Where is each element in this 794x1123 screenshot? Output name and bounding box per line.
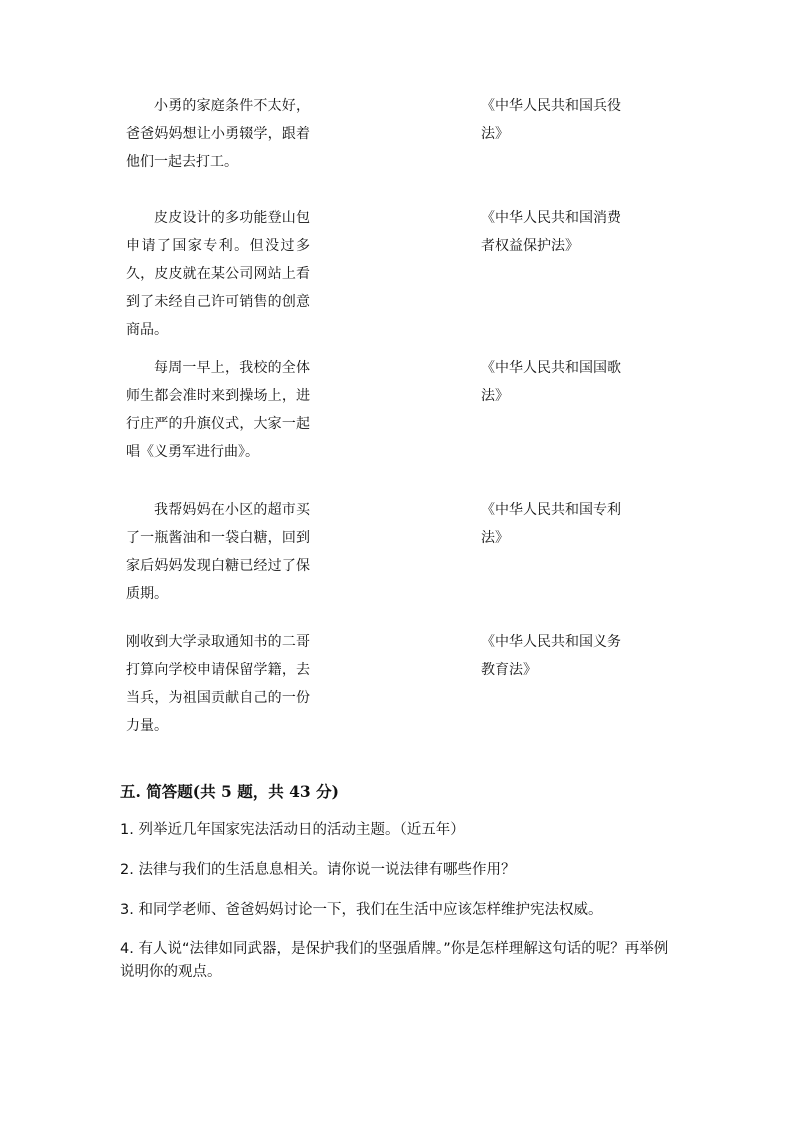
- law-5: 《中华人民共和国义务教育法》: [481, 634, 621, 678]
- scenario-5: 刚收到大学录取通知书的二哥打算向学校申请保留学籍，去当兵，为祖国贡献自己的一份力量。: [126, 634, 310, 734]
- question-4: 4. 有人说“法律如同武器，是保护我们的坚强盾牌。”你是怎样理解这句话的呢？再举例说明你的观点。: [120, 941, 669, 980]
- scenario-3: 每周一早上，我校的全体师生都会准时来到操场上，进行庄严的升旗仪式，大家一起唱《义勇军进行曲》。: [126, 360, 310, 460]
- question-1: 1. 列举近几年国家宪法活动日的活动主题。（近五年）: [120, 822, 465, 838]
- scenario-2: 皮皮设计的多功能登山包申请了国家专利。但没过多久，皮皮就在某公司网站上看到了未经自己许可销售的创意商品。: [126, 210, 310, 338]
- law-4: 《中华人民共和国专利法》: [481, 502, 621, 546]
- question-2: 2. 法律与我们的生活息息相关。请你说一说法律有哪些作用？: [120, 862, 516, 878]
- scenario-4: 我帮妈妈在小区的超市买了一瓶酱油和一袋白糖，回到家后妈妈发现白糖已经过了保质期。: [126, 502, 310, 602]
- question-3: 3. 和同学老师、爸爸妈妈讨论一下，我们在生活中应该怎样维护宪法权威。: [120, 902, 603, 918]
- law-3: 《中华人民共和国国歌法》: [481, 360, 621, 404]
- law-1: 《中华人民共和国兵役法》: [481, 98, 621, 142]
- law-2: 《中华人民共和国消费者权益保护法》: [481, 210, 621, 254]
- scenario-1: 小勇的家庭条件不太好，爸爸妈妈想让小勇辍学，跟着他们一起去打工。: [126, 98, 310, 170]
- section-title: 五. 简答题(共 5 题，共 43 分): [120, 782, 339, 801]
